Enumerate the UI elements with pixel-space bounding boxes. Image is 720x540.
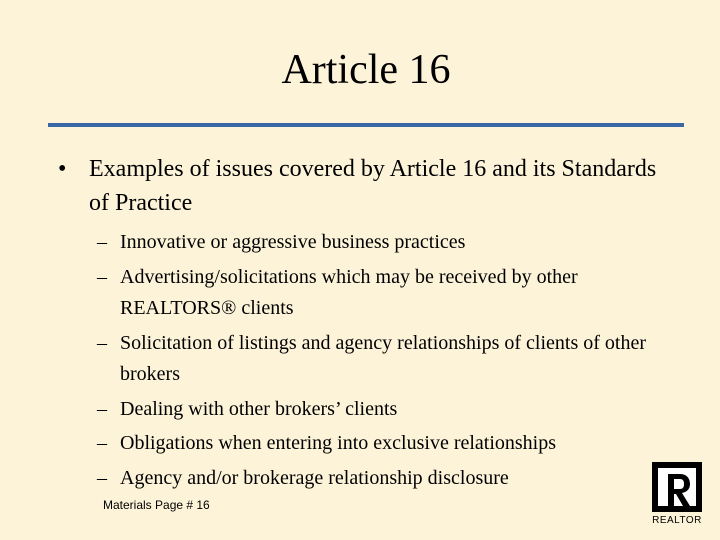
sub-bullet-text: Innovative or aggressive business practices — [120, 231, 466, 253]
sub-bullet-text: Agency and/or brokerage relationship disclosure — [120, 466, 509, 489]
sub-bullet-list — [97, 227, 687, 497]
bullet-marker: • — [58, 156, 67, 182]
logo-lettering: REALTOR — [652, 515, 702, 526]
dash-marker: – — [97, 331, 107, 354]
dash-marker: – — [97, 231, 107, 253]
dash-marker: – — [97, 432, 107, 454]
main-bullet-text: Examples of issues covered by Article 16 and its Standards of Practice — [89, 156, 657, 216]
sub-bullet — [97, 394, 687, 426]
sub-bullet-text: Obligations when entering into exclusive relationships — [120, 432, 557, 454]
dash-marker: – — [97, 397, 107, 420]
sub-bullet — [97, 262, 687, 325]
title-divider — [48, 123, 684, 127]
materials-page-footer: Materials Page # 16 — [103, 498, 210, 512]
sub-bullet — [97, 328, 687, 391]
slide-title: Article 16 — [281, 47, 451, 93]
dash-marker: – — [97, 265, 107, 288]
sub-bullet-text: Solicitation of listings and agency relationships of clients of other brokers — [120, 331, 647, 385]
sub-bullet — [97, 428, 687, 460]
sub-bullet — [97, 227, 687, 259]
realtor-logo-icon — [652, 462, 702, 526]
main-bullet — [58, 152, 678, 220]
dash-marker: – — [97, 466, 107, 489]
sub-bullet-text: Dealing with other brokers’ clients — [120, 397, 398, 420]
sub-bullet — [97, 463, 687, 495]
sub-bullet-text: Advertising/solicitations which may be received by other REALTORS® clients — [120, 265, 578, 319]
